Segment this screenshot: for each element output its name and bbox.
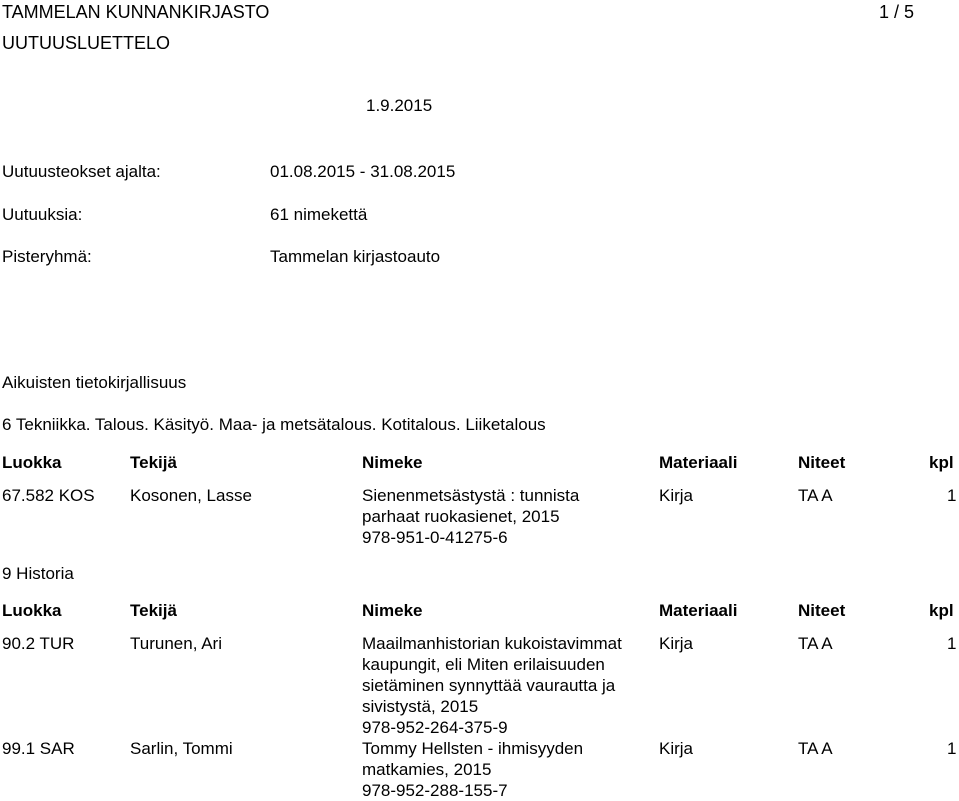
item-qty: 1 bbox=[947, 739, 957, 758]
column-header-class: Luokka bbox=[2, 453, 62, 472]
column-header-material: Materiaali bbox=[659, 453, 738, 472]
period-label: Uutuusteokset ajalta: bbox=[2, 162, 161, 181]
item-title-line: sivistystä, 2015 bbox=[362, 697, 479, 716]
page-indicator: 1 / 5 bbox=[879, 2, 915, 22]
item-title bbox=[362, 485, 579, 548]
column-header-title: Nimeke bbox=[362, 453, 423, 472]
item-material: Kirja bbox=[659, 486, 694, 505]
item-title bbox=[362, 633, 622, 738]
list-title: UUTUUSLUETTELO bbox=[2, 33, 171, 53]
item-title-line: sietäminen synnyttää vaurautta ja bbox=[362, 676, 616, 695]
item-title-line: matkamies, 2015 bbox=[362, 760, 492, 779]
item-notes: TA A bbox=[798, 739, 833, 758]
item-title-line: kaupungit, eli Miten erilaisuuden bbox=[362, 655, 605, 674]
item-class: 67.582 KOS bbox=[2, 486, 95, 505]
column-header-class: Luokka bbox=[2, 601, 62, 620]
item-notes: TA A bbox=[798, 486, 833, 505]
item-author: Turunen, Ari bbox=[130, 634, 222, 653]
item-qty: 1 bbox=[947, 634, 957, 653]
column-header-notes: Niteet bbox=[798, 453, 846, 472]
item-title-line: parhaat ruokasienet, 2015 bbox=[362, 507, 560, 526]
item-title bbox=[362, 738, 583, 801]
item-material: Kirja bbox=[659, 739, 694, 758]
count-label: Uutuuksia: bbox=[2, 205, 83, 224]
item-isbn: 978-952-264-375-9 bbox=[362, 718, 508, 737]
item-isbn: 978-951-0-41275-6 bbox=[362, 528, 508, 547]
report-date: 1.9.2015 bbox=[366, 96, 433, 115]
count-value: 61 nimekettä bbox=[270, 205, 368, 224]
column-header-author: Tekijä bbox=[130, 453, 177, 472]
item-author: Sarlin, Tommi bbox=[130, 739, 233, 758]
category-title: 6 Tekniikka. Talous. Käsityö. Maa- ja metsätalous. Kotitalous. Liiketalous bbox=[2, 415, 546, 434]
column-header-material: Materiaali bbox=[659, 601, 738, 620]
section-title: Aikuisten tietokirjallisuus bbox=[2, 373, 187, 392]
item-isbn: 978-952-288-155-7 bbox=[362, 781, 508, 800]
period-value: 01.08.2015 - 31.08.2015 bbox=[270, 162, 456, 181]
group-label: Pisteryhmä: bbox=[2, 247, 92, 266]
item-material: Kirja bbox=[659, 634, 694, 653]
column-header-title: Nimeke bbox=[362, 601, 423, 620]
item-title-line: Maailmanhistorian kukoistavimmat bbox=[362, 634, 622, 653]
group-value: Tammelan kirjastoauto bbox=[270, 247, 441, 266]
item-notes: TA A bbox=[798, 634, 833, 653]
item-qty: 1 bbox=[947, 486, 957, 505]
item-author: Kosonen, Lasse bbox=[130, 486, 252, 505]
item-title-line: Sienenmetsästystä : tunnista bbox=[362, 486, 580, 505]
library-name: TAMMELAN KUNNANKIRJASTO bbox=[2, 2, 270, 22]
column-header-author: Tekijä bbox=[130, 601, 177, 620]
item-class: 90.2 TUR bbox=[2, 634, 75, 653]
category-title: 9 Historia bbox=[2, 564, 74, 583]
column-header-qty: kpl bbox=[929, 453, 954, 472]
item-class: 99.1 SAR bbox=[2, 739, 75, 758]
column-header-notes: Niteet bbox=[798, 601, 846, 620]
item-title-line: Tommy Hellsten - ihmisyyden bbox=[362, 739, 584, 758]
column-header-qty: kpl bbox=[929, 601, 954, 620]
